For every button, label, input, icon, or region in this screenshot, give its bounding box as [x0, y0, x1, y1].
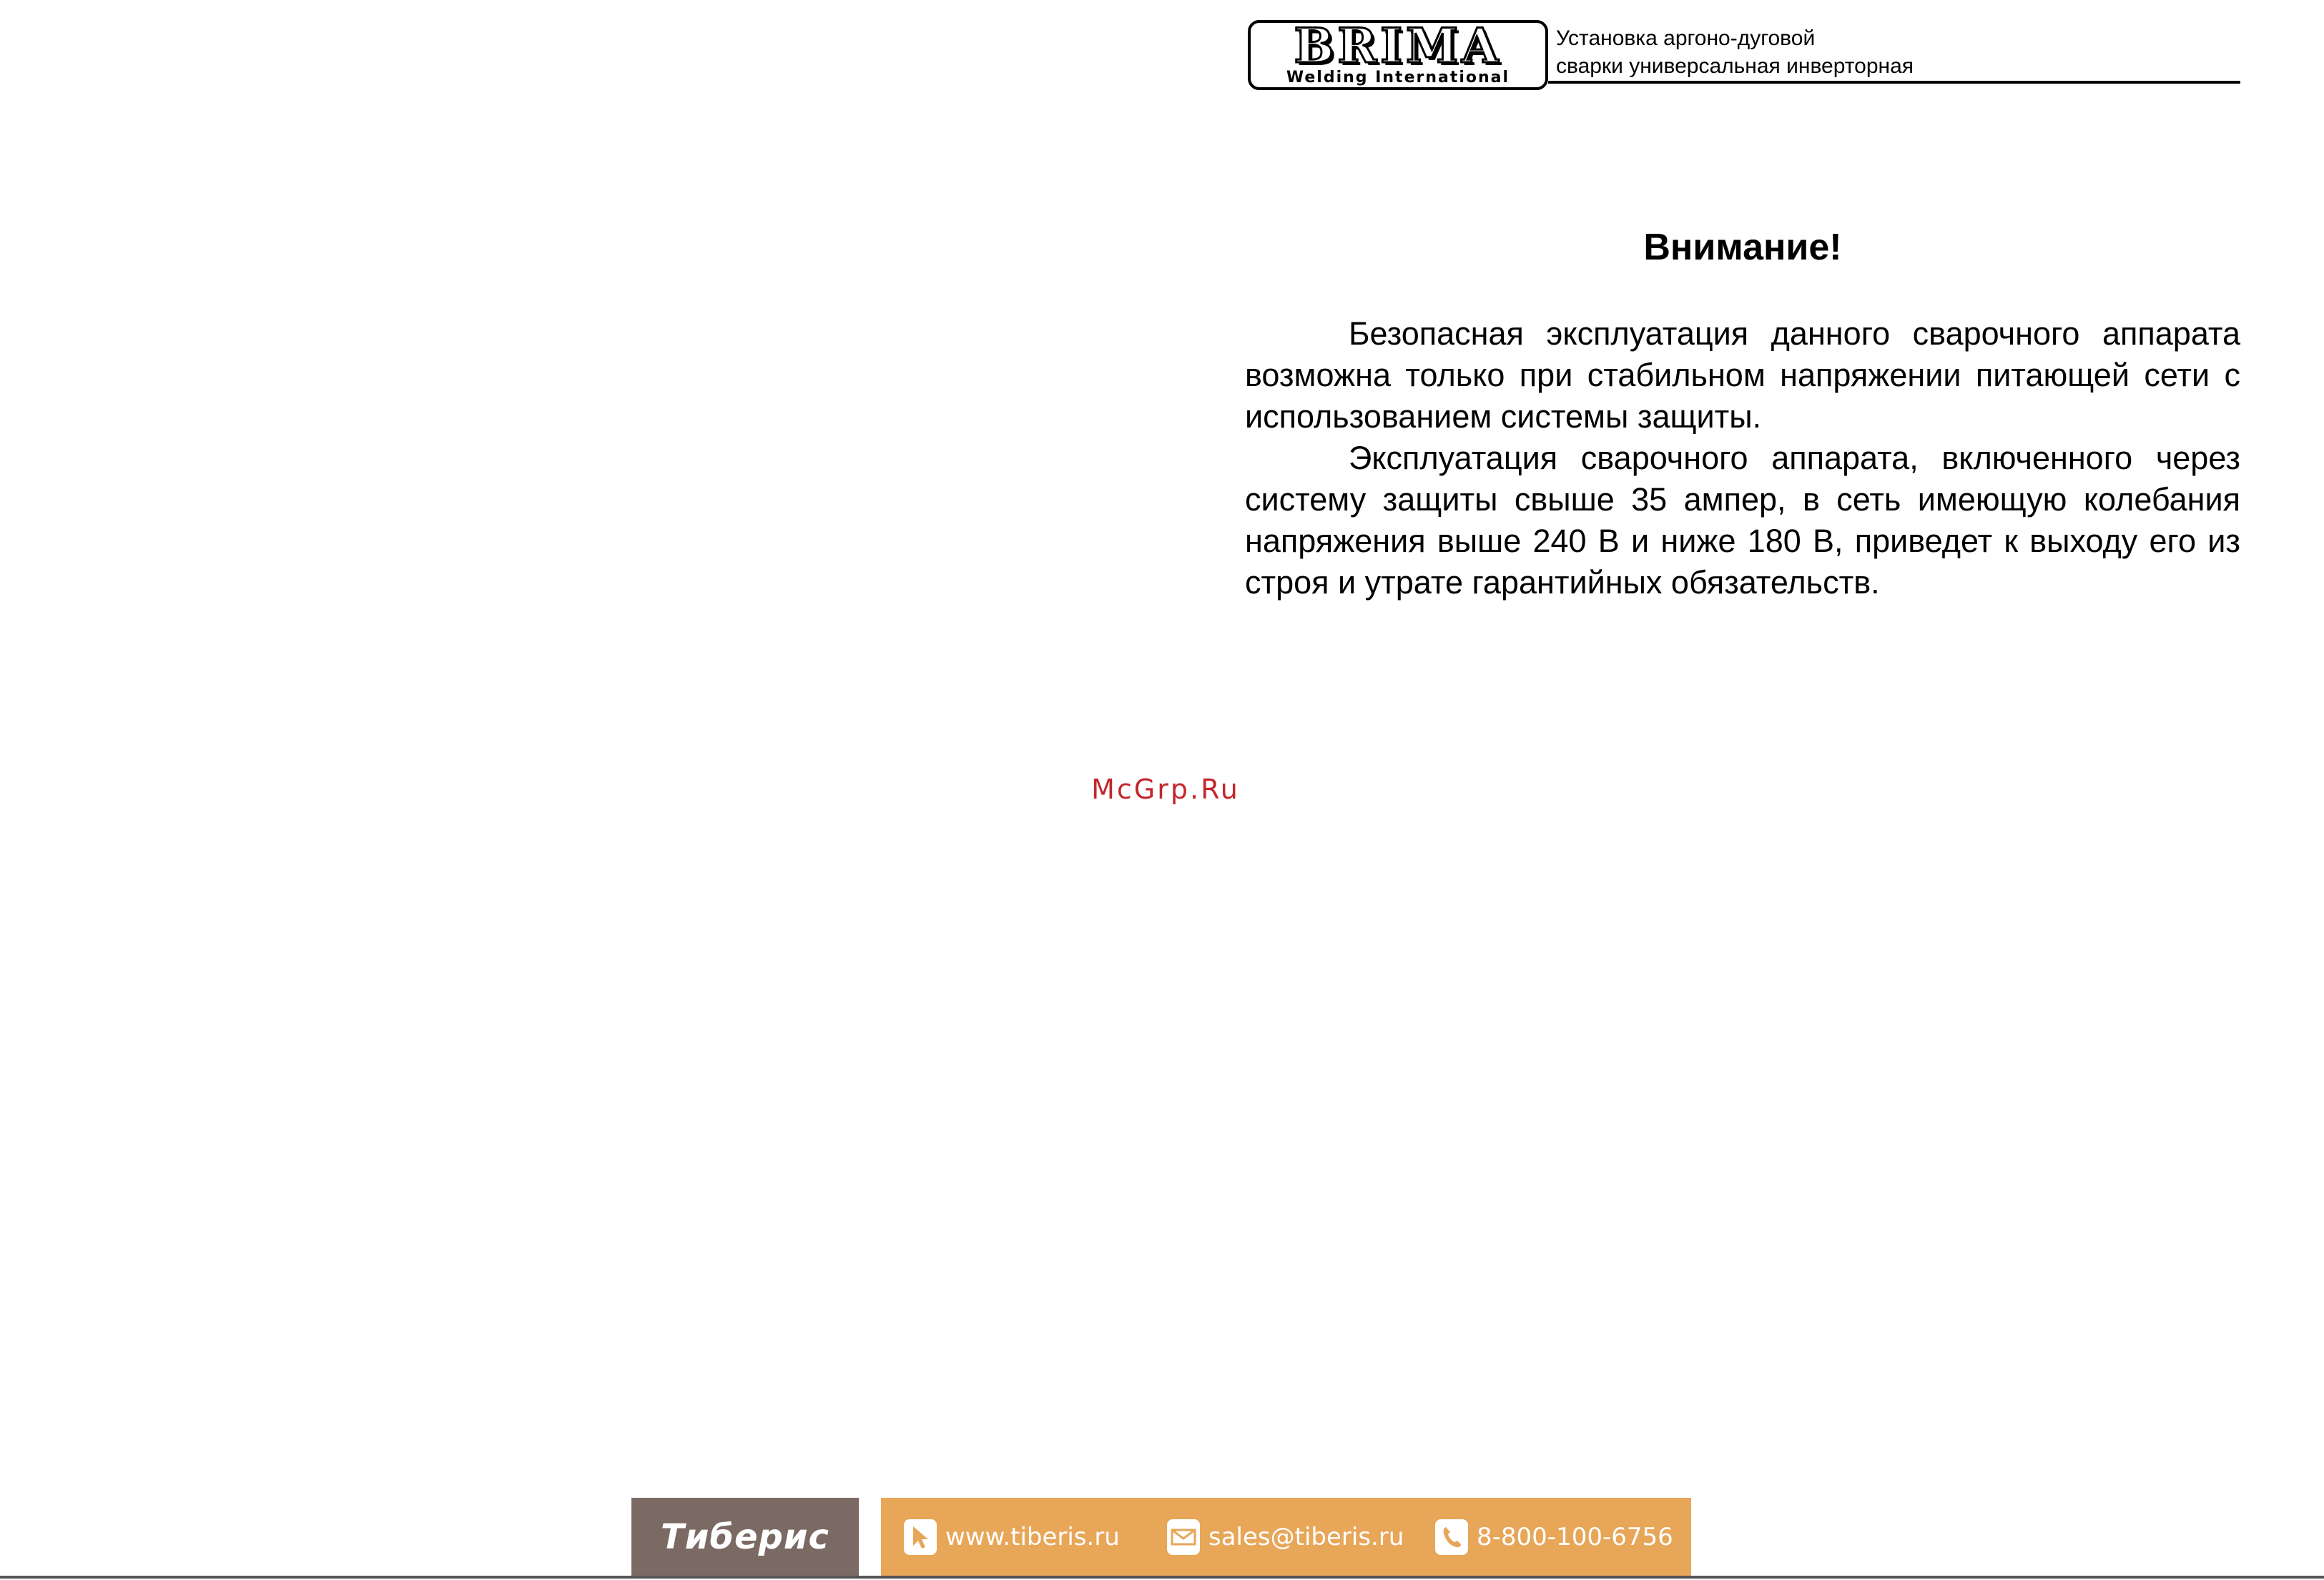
- email-link[interactable]: [1167, 1498, 1404, 1576]
- warning-heading: Внимание!: [1643, 227, 1842, 268]
- footer-contacts-bar: [881, 1498, 1691, 1576]
- phone-icon: [1435, 1519, 1468, 1555]
- website-text: www.tiberis.ru: [945, 1523, 1120, 1551]
- paragraph-1: Безопасная эксплуатация данного сварочного аппарата возможна только при стабильном напряжении питающей сети с использованием системы защиты.: [1245, 315, 2240, 435]
- website-link[interactable]: [904, 1498, 1120, 1576]
- mail-icon: [1167, 1519, 1200, 1555]
- phone-link[interactable]: [1435, 1498, 1673, 1576]
- document-title-line-1: Установка аргоно-дуговой: [1556, 26, 1816, 50]
- logo-word: BRIMA: [1294, 18, 1502, 74]
- warning-text: [1245, 313, 2240, 603]
- paragraph-2: Эксплуатация сварочного аппарата, включенного через систему защиты свыше 35 ампер, в сеть имеющую колебания напряжения выше 240 В и ниже 180 В, приведет к выходу его из строя и утрате гарантийных обязательств.: [1245, 440, 2240, 601]
- cursor-icon: [904, 1519, 937, 1555]
- watermark: McGrp.Ru: [1091, 774, 1240, 805]
- footer-brand-text: Тиберис: [661, 1517, 829, 1557]
- document-title-line-2: сварки универсальная инверторная: [1556, 54, 1914, 78]
- brima-logo: [1248, 20, 1548, 90]
- email-text: sales@tiberis.ru: [1208, 1523, 1404, 1551]
- footer-brand-logo[interactable]: [631, 1498, 859, 1576]
- document-title: [1556, 24, 2200, 80]
- footer-divider: [0, 1576, 2324, 1579]
- phone-text: 8-800-100-6756: [1477, 1523, 1673, 1551]
- logo-subtitle: Welding International: [1286, 69, 1510, 87]
- header-divider: [1548, 81, 2240, 84]
